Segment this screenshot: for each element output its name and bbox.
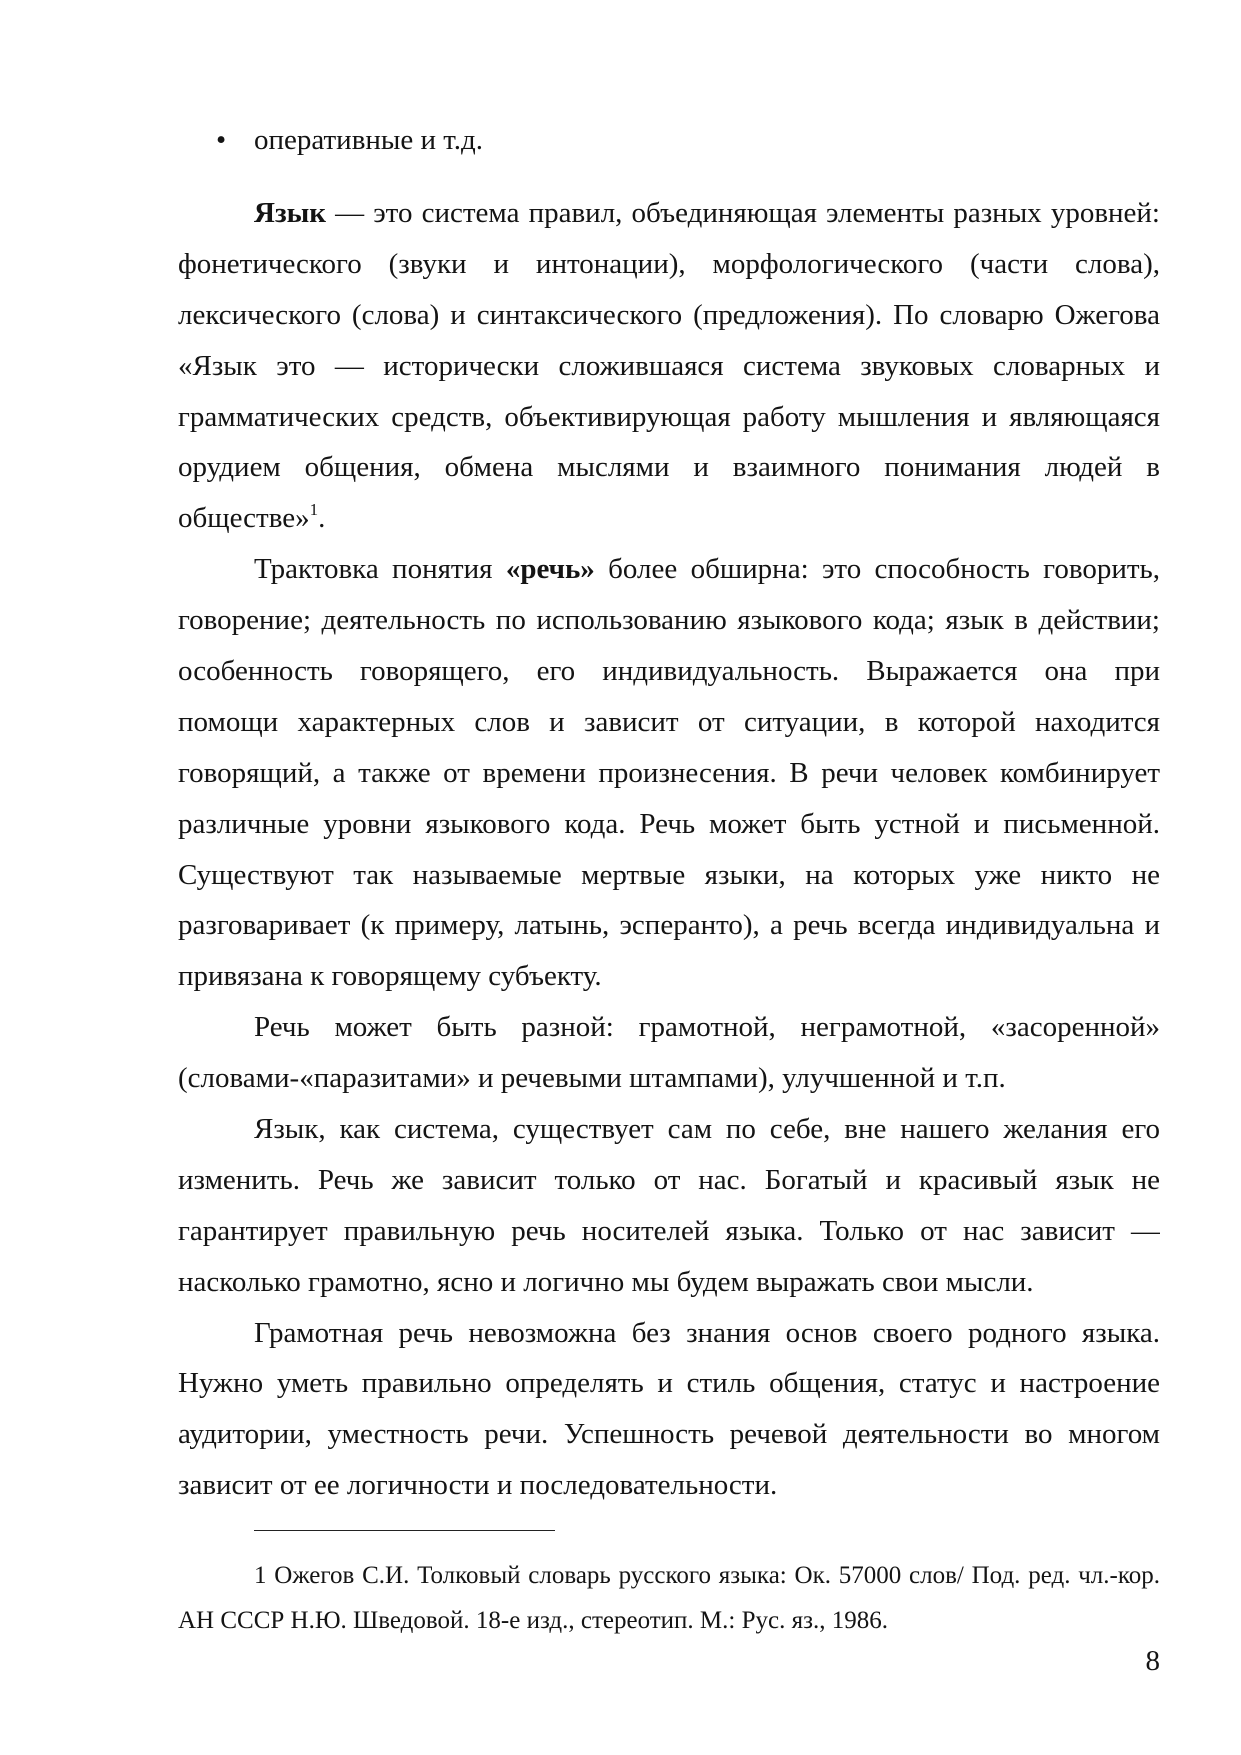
- bullet-item-text: оперативные и т.д.: [254, 124, 484, 156]
- body-line: говорящий, а также от времени произнесения. В речи человек комбинирует: [178, 756, 1160, 789]
- line-text: обществе»: [178, 502, 310, 535]
- line-text: Трактовка понятия: [254, 553, 506, 586]
- body-line: аудитории, уместность речи. Успешность речевой деятельности во многом: [178, 1418, 1160, 1451]
- page-number: 8: [1145, 1645, 1160, 1677]
- paragraph-speech-types: [178, 1002, 1160, 1104]
- body-line: насколько грамотно, ясно и логично мы будем выражать свои мысли.: [178, 1265, 1034, 1298]
- term-bold: «речь»: [505, 553, 595, 586]
- body-line: зависит от ее логичности и последовательности.: [178, 1469, 778, 1502]
- paragraph-language-system: [178, 1104, 1160, 1308]
- paragraph-literate-speech: [178, 1308, 1160, 1512]
- footnote: [178, 1553, 1160, 1643]
- body-text: [178, 188, 1160, 1511]
- body-line: лексического (слова) и синтаксического (предложения). По словарю Ожегова: [178, 298, 1160, 331]
- footnote-line: АН СССР Н.Ю. Шведовой. 18-е изд., стереотип. М.: Рус. яз., 1986.: [178, 1607, 888, 1634]
- body-line: орудием общения, обмена мыслями и взаимного понимания людей в: [178, 451, 1160, 484]
- body-line: Речь может быть разной: грамотной, неграмотной, «засоренной»: [254, 1011, 1160, 1044]
- body-line: особенность говорящего, его индивидуальность. Выражается она при: [178, 655, 1160, 688]
- body-line: грамматических средств, объективирующая работу мышления и являющаяся: [178, 400, 1160, 433]
- line-text: более обширна: это способность говорить,: [594, 553, 1160, 586]
- body-line: (словами-«паразитами» и речевыми штампами), улучшенной и т.п.: [178, 1062, 1006, 1095]
- body-line: Нужно уметь правильно определять и стиль общения, статус и настроение: [178, 1367, 1160, 1400]
- body-line: говорение; деятельность по использованию языкового кода; язык в действии;: [178, 604, 1160, 637]
- body-line: изменить. Речь же зависит только от нас. Богатый и красивый язык не: [178, 1163, 1160, 1196]
- body-line: фонетического (звуки и интонации), морфологического (части слова),: [178, 247, 1160, 280]
- body-line: Существуют так называемые мертвые языки, на которых уже никто не: [178, 858, 1160, 891]
- line-text: — это система правил, объединяющая элементы разных уровней:: [325, 197, 1160, 229]
- term-bold: Язык: [254, 197, 326, 229]
- body-line: помощи характерных слов и зависит от ситуации, в которой находится: [178, 705, 1160, 738]
- paragraph-language-definition: [178, 188, 1160, 544]
- body-line: различные уровни языкового кода. Речь может быть устной и письменной.: [178, 807, 1160, 840]
- body-line: [178, 188, 1160, 239]
- footnote-line: 1 Ожегов С.И. Толковый словарь русского языка: Ок. 57000 слов/ Под. ред. чл.-кор.: [254, 1562, 1160, 1589]
- bullet-icon: •: [216, 124, 227, 156]
- body-line: [178, 493, 1160, 544]
- body-line: Грамотная речь невозможна без знания основ своего родного языка.: [254, 1316, 1160, 1349]
- body-line: Язык, как система, существует сам по себе, вне нашего желания его: [254, 1113, 1160, 1146]
- footnote-reference: 1: [309, 500, 319, 520]
- body-line: «Язык это — исторически сложившаяся система звуковых словарных и: [178, 349, 1160, 382]
- bullet-list-item: [178, 115, 1160, 166]
- body-line: гарантирует правильную речь носителей языка. Только от нас зависит —: [178, 1214, 1160, 1247]
- body-line: [178, 544, 1160, 595]
- body-line: разговаривает (к примеру, латынь, эсперанто), а речь всегда индивидуальна и: [178, 909, 1160, 942]
- paragraph-speech-definition: [178, 544, 1160, 1002]
- footnote-separator: [254, 1530, 555, 1531]
- line-text: .: [318, 502, 326, 535]
- body-line: привязана к говорящему субъекту.: [178, 960, 602, 993]
